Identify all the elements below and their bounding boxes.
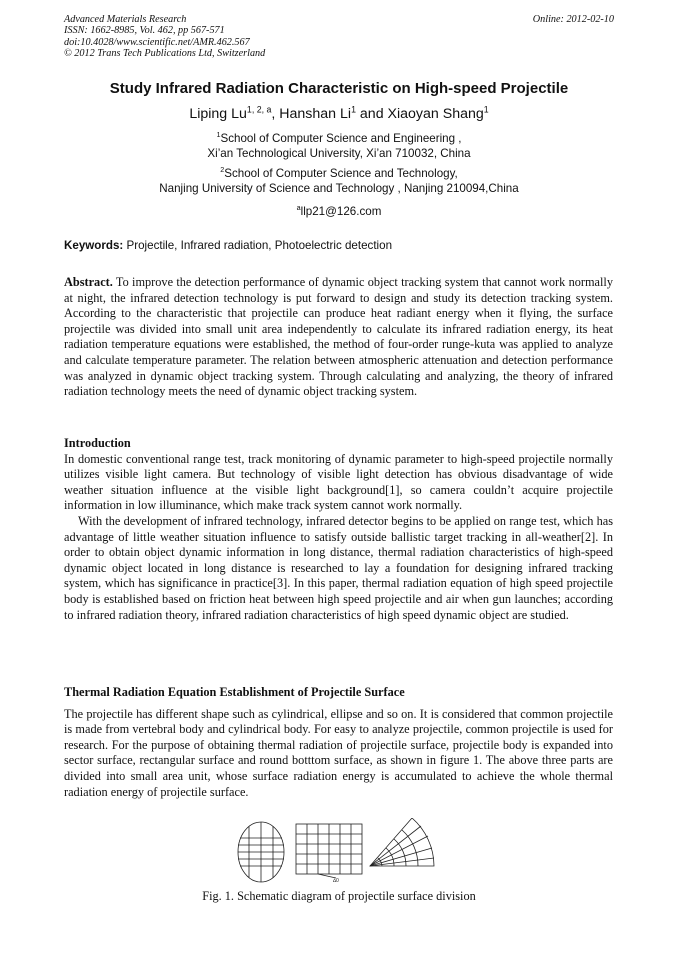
author-email: llp21@126.com — [300, 205, 382, 218]
running-header — [64, 14, 614, 60]
figure-1-small-label: ∆0 — [333, 878, 339, 884]
author-2-sup: 1 — [351, 104, 356, 115]
author-1: Liping Lu — [189, 106, 247, 122]
abstract-label: Abstract. — [64, 275, 113, 289]
keywords-text: Projectile, Infrared radiation, Photoelectric detection — [123, 239, 393, 252]
email-sup: a — [296, 203, 301, 213]
figure-1 — [0, 818, 678, 888]
section-2-heading: Thermal Radiation Equation Establishment of Projectile Surface — [64, 685, 405, 699]
author-3-sup: 1 — [483, 104, 489, 115]
author-1-sup: 1, 2, a — [246, 104, 272, 115]
affiliation-1-line-1: School of Computer Science and Engineering , — [220, 132, 462, 145]
introduction-section — [64, 436, 613, 623]
affiliation-1 — [0, 131, 678, 161]
keywords — [64, 239, 392, 252]
affiliation-2-line-1: School of Computer Science and Technology, — [224, 167, 458, 180]
introduction-paragraph-2: With the development of infrared technology, infrared detector begins to be applied on range test, which has advantage of little weather situation influence to satisfy outside ballistic target tracking in all-weather[2]. In order to obtain object dynamic information in long distance, thermal radiation characteristics of high-speed dynamic object located in long distance is researched to lay a foundation for designing infrared tracking system, which has significance in practice[3]. In this paper, thermal radiation equation of high speed projectile body is established based on friction heat between high speed projectile and air when gun launches; according to infrared radiation theory, infrared radiation characteristics of high speed dynamic object are studied. — [64, 513, 613, 622]
abstract — [64, 275, 613, 400]
keywords-label: Keywords: — [64, 239, 124, 252]
round-bottom-surface-diagram — [238, 822, 284, 882]
copyright-line: © 2012 Trans Tech Publications Ltd, Switzerland — [64, 48, 266, 60]
thermal-radiation-section — [64, 685, 613, 800]
introduction-paragraph-1: In domestic conventional range test, track monitoring of dynamic parameter to high-speed projectile normally utilizes visible light camera. But technology of visible light detection has obvious disadvantage of wide weather situation influence at the visible light background[1], so camera couldn’t acquire projectile information in low illuminance, which make track system cannot work normally. — [64, 451, 613, 513]
figure-1-drawing — [0, 818, 678, 888]
issn-line: ISSN: 1662-8985, Vol. 462, pp 567-571 — [64, 25, 225, 37]
section-2-paragraph-1: The projectile has different shape such as cylindrical, ellipse and so on. It is considered that common projectile is made from vertebral body and cylindrical body. For easy to analyze projectile, common projectile is used for research. For the purpose of obtaining thermal radiation of projectile surface, projectile body is expanded into sector surface, rectangular surface and round botttom surface, as shown in figure 1. The above three parts are divided into small area unit, whose surface radiation energy is accumulated to achieve the whole thermal radiation energy of projectile surface. — [64, 706, 613, 799]
author-line — [0, 106, 678, 122]
author-3: and Xiaoyan Shang — [355, 106, 484, 122]
online-date: Online: 2012-02-10 — [532, 14, 614, 25]
sector-surface-diagram — [370, 818, 434, 866]
affiliation-1-line-2: Xi’an Technological University, Xi’an 710032, China — [207, 147, 471, 160]
affiliation-2-line-2: Nanjing University of Science and Technology , Nanjing 210094,China — [159, 182, 519, 195]
affiliation-1-sup: 1 — [216, 130, 221, 140]
figure-1-caption: Fig. 1. Schematic diagram of projectile surface division — [202, 889, 476, 903]
email-line — [0, 204, 678, 219]
abstract-text: To improve the detection performance of dynamic object tracking system that cannot work normally at night, the infrared detection technology is put forward to design and study its detection tracking system. According to the characteristic that projectile can produce heat radiant energy when it flying, the surface projectile was divided into small unit area independently to calculate its infrared radiation energy, its heat radiation temperature equations were established, the method of four-order runge-kuta was applied to analyze and calculate temperature parameter. The relation between atmospheric attenuation and detection performance was analyzed in dynamic object tracking system. Through calculating and analyzing, the theory of infrared radiation technology meets the need of dynamic object tracking system. — [64, 275, 613, 399]
journal-name: Advanced Materials Research — [64, 14, 187, 25]
paper-title: Study Infrared Radiation Characteristic on High-speed Projectile — [109, 80, 569, 97]
affiliation-2-sup: 2 — [220, 165, 225, 175]
affiliation-2 — [0, 166, 678, 196]
introduction-heading: Introduction — [64, 436, 131, 450]
rectangular-surface-diagram — [296, 824, 362, 878]
author-2: , Hanshan Li — [271, 106, 352, 122]
doi-line: doi:10.4028/www.scientific.net/AMR.462.567 — [64, 36, 250, 48]
